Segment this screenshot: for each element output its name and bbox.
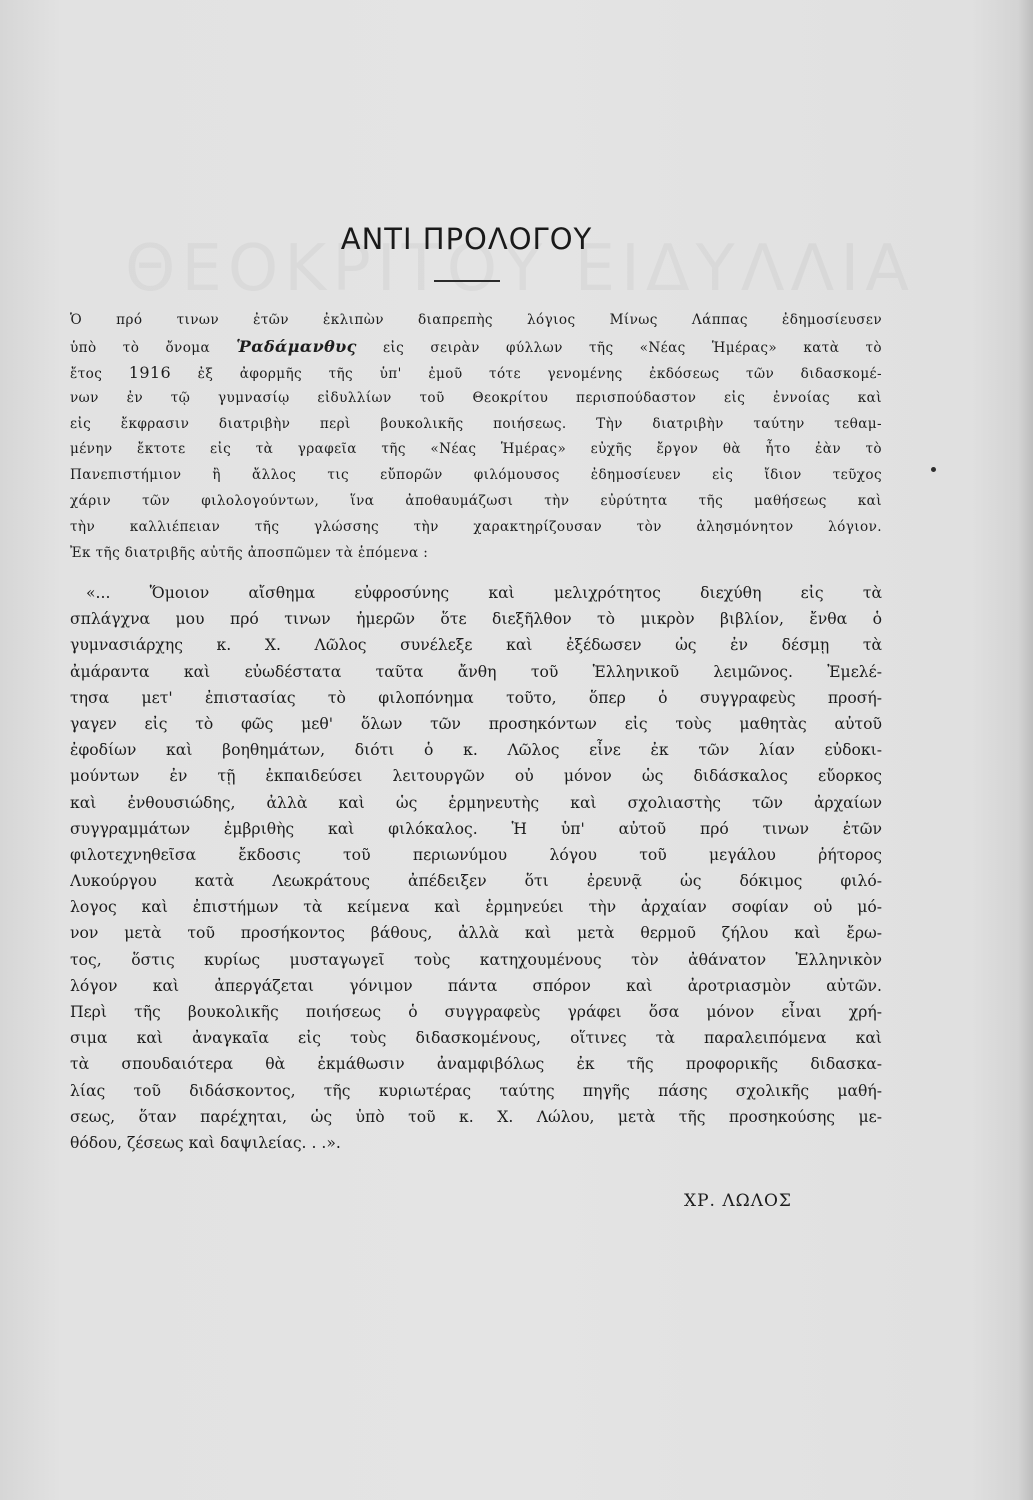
text-line: λόγον καὶ ἀπεργάζεται γόνιμον πάντα σπόρον καὶ ἀροτριασμὸν αὐτῶν. <box>70 976 882 995</box>
text-line: Πανεπιστήμιον ἢ ἄλλος τις εὔπορῶν φιλόμουσος ἐδημοσίευεν εἰς ἴδιον τεῦχος <box>70 467 882 484</box>
text-line: τος, ὅστις κυρίως μυσταγωγεῖ τοὺς κατηχουμένους τὸν ἀθάνατον Ἑλληνικὸν <box>70 950 882 969</box>
text-line: τὴν καλλιέπειαν τῆς γλώσσης τὴν χαρακτηρίζουσαν τὸν ἀλησμόνητον λόγιον. <box>70 519 882 536</box>
text-line: σεως, ὅταν παρέχηται, ὡς ὑπὸ τοῦ κ. Χ. Λώλου, μετὰ τῆς προσηκούσης με- <box>70 1107 882 1126</box>
text-line: Περὶ τῆς βουκολικῆς ποιήσεως ὁ συγγραφεὺς γράφει ὅσα μόνον εἶναι χρή- <box>70 1003 882 1021</box>
text-line: λογος καὶ ἐπιστήμων τὰ κείμενα καὶ ἑρμηνεύει τὴν ἀρχαίαν σοφίαν οὐ μό- <box>70 898 882 917</box>
text-line: Ἐκ τῆς διατριβῆς αὐτῆς ἀποσπῶμεν τὰ ἑπόμενα : <box>70 545 429 562</box>
text-line: φιλοτεχνηθεῖσα ἔκδοσις τοῦ περιωνύμου λόγου τοῦ μεγάλου ῥήτορος <box>70 845 882 864</box>
text-line: σιμα καὶ ἀναγκαῖα εἰς τοὺς διδασκομένους, οἵτινες τὰ παραλειπόμενα καὶ <box>70 1029 882 1048</box>
text-line: μένην ἔκτοτε εἰς τὰ γραφεῖα τῆς «Νέας Ἡμέρας» εὐχῆς ἔργον θὰ ἦτο ἐὰν τὸ <box>70 441 882 458</box>
text-line: ἀμάραντα καὶ εὐωδέστατα ταῦτα ἄνθη τοῦ Ἑλληνικοῦ λειμῶνος. Ἐμελέ- <box>70 662 882 681</box>
text-line: γυμνασιάρχης κ. Χ. Λῶλος συνέλεξε καὶ ἐξέδωσεν ὡς ἐν δέσμῃ τὰ <box>70 636 882 655</box>
text-line: ὑπὸ τὸ ὄνομα Ῥαδάμανθυς εἰς σειρὰν φύλλων τῆς «Νέας Ἡμέρας» κατὰ τὸ <box>70 336 882 356</box>
print-speck <box>931 467 936 472</box>
text-line: ἔτος 1916 ἐξ ἀφορμῆς τῆς ὑπ' ἐμοῦ τότε γενομένης ἐκδόσεως τῶν διδασκομέ- <box>70 362 882 382</box>
text-line: τὰ σπουδαιότερα θὰ ἐκμάθωσιν ἀναμφιβόλως ἐκ τῆς προφορικῆς διδασκα- <box>70 1055 882 1074</box>
quoted-passage <box>70 580 882 1156</box>
title-rule <box>434 280 500 282</box>
author-signature: ΧΡ. ΛΩΛΟΣ <box>684 1191 792 1211</box>
text-line: θόδου, ζέσεως καὶ δαψιλείας. . .». <box>70 1133 341 1152</box>
pseudonym: Ῥαδάμανθυς <box>236 336 357 356</box>
text-line: ἐφοδίων καὶ βοηθημάτων, διότι ὁ κ. Λῶλος εἶνε ἐκ τῶν λίαν εὐδοκι- <box>70 741 882 760</box>
text-line: γαγεν εἰς τὸ φῶς μεθ' ὅλων τῶν προσηκόντων εἰς τοὺς μαθητὰς αὐτοῦ <box>70 714 882 733</box>
text-line: συγγραμμάτων ἐμβριθὴς καὶ φιλόκαλος. Ἡ ὑπ' αὐτοῦ πρό τινων ἐτῶν <box>70 819 882 838</box>
page-title: ΑΝΤΙ ΠΡΟΛΟΓΟΥ <box>340 222 593 256</box>
text-line: σπλάγχνα μου πρό τινων ἡμερῶν ὅτε διεξῆλθον τὸ μικρὸν βιβλίον, ἔνθα ὁ <box>70 610 882 629</box>
text-line: εἰς ἔκφρασιν διατριβὴν περὶ βουκολικῆς ποιήσεως. Τὴν διατριβὴν ταύτην τεθαμ- <box>70 415 882 432</box>
text-line: «... Ὅμοιον αἴσθημα εὐφροσύνης καὶ μελιχρότητος διεχύθη εἰς τὰ <box>86 584 882 602</box>
text-line: Ὁ πρό τινων ἐτῶν ἐκλιπὼν διαπρεπὴς λόγιος Μίνως Λάππας ἐδημοσίευσεν <box>70 312 882 328</box>
text-line: νον μετὰ τοῦ προσήκοντος βάθους, ἀλλὰ καὶ μετὰ θερμοῦ ζήλου καὶ ἔρω- <box>70 924 882 943</box>
text-line: χάριν τῶν φιλολογούντων, ἵνα ἀποθαυμάζωσι τὴν εὐρύτητα τῆς μαθήσεως καὶ <box>70 493 882 510</box>
intro-paragraph <box>70 308 882 567</box>
text-line: καὶ ἐνθουσιώδης, ἀλλὰ καὶ ὡς ἑρμηνευτὴς καὶ σχολιαστὴς τῶν ἀρχαίων <box>70 793 882 812</box>
text-line: μούντων ἐν τῇ ἐκπαιδεύσει λειτουργῶν οὐ μόνον ὡς διδάσκαλος εὔορκος <box>70 767 882 786</box>
text-line: νων ἐν τῷ γυμνασίῳ εἰδυλλίων τοῦ Θεοκρίτου περισπούδαστον εἰς ἐννοίας καὶ <box>70 389 882 406</box>
page-edge-shadow <box>1019 0 1033 1500</box>
text-line: λίας τοῦ διδάσκοντος, τῆς κυριωτέρας ταύτης πηγῆς πάσης σχολικῆς μαθή- <box>70 1081 882 1100</box>
text-line: τησα μετ' ἐπιστασίας τὸ φιλοπόνημα τοῦτο, ὅπερ ὁ συγγραφεὺς προσή- <box>70 688 882 707</box>
year: 1916 <box>128 362 172 382</box>
text-line: Λυκούργου κατὰ Λεωκράτους ἀπέδειξεν ὅτι ἐρευνᾷ ὡς δόκιμος φιλό- <box>70 872 882 891</box>
